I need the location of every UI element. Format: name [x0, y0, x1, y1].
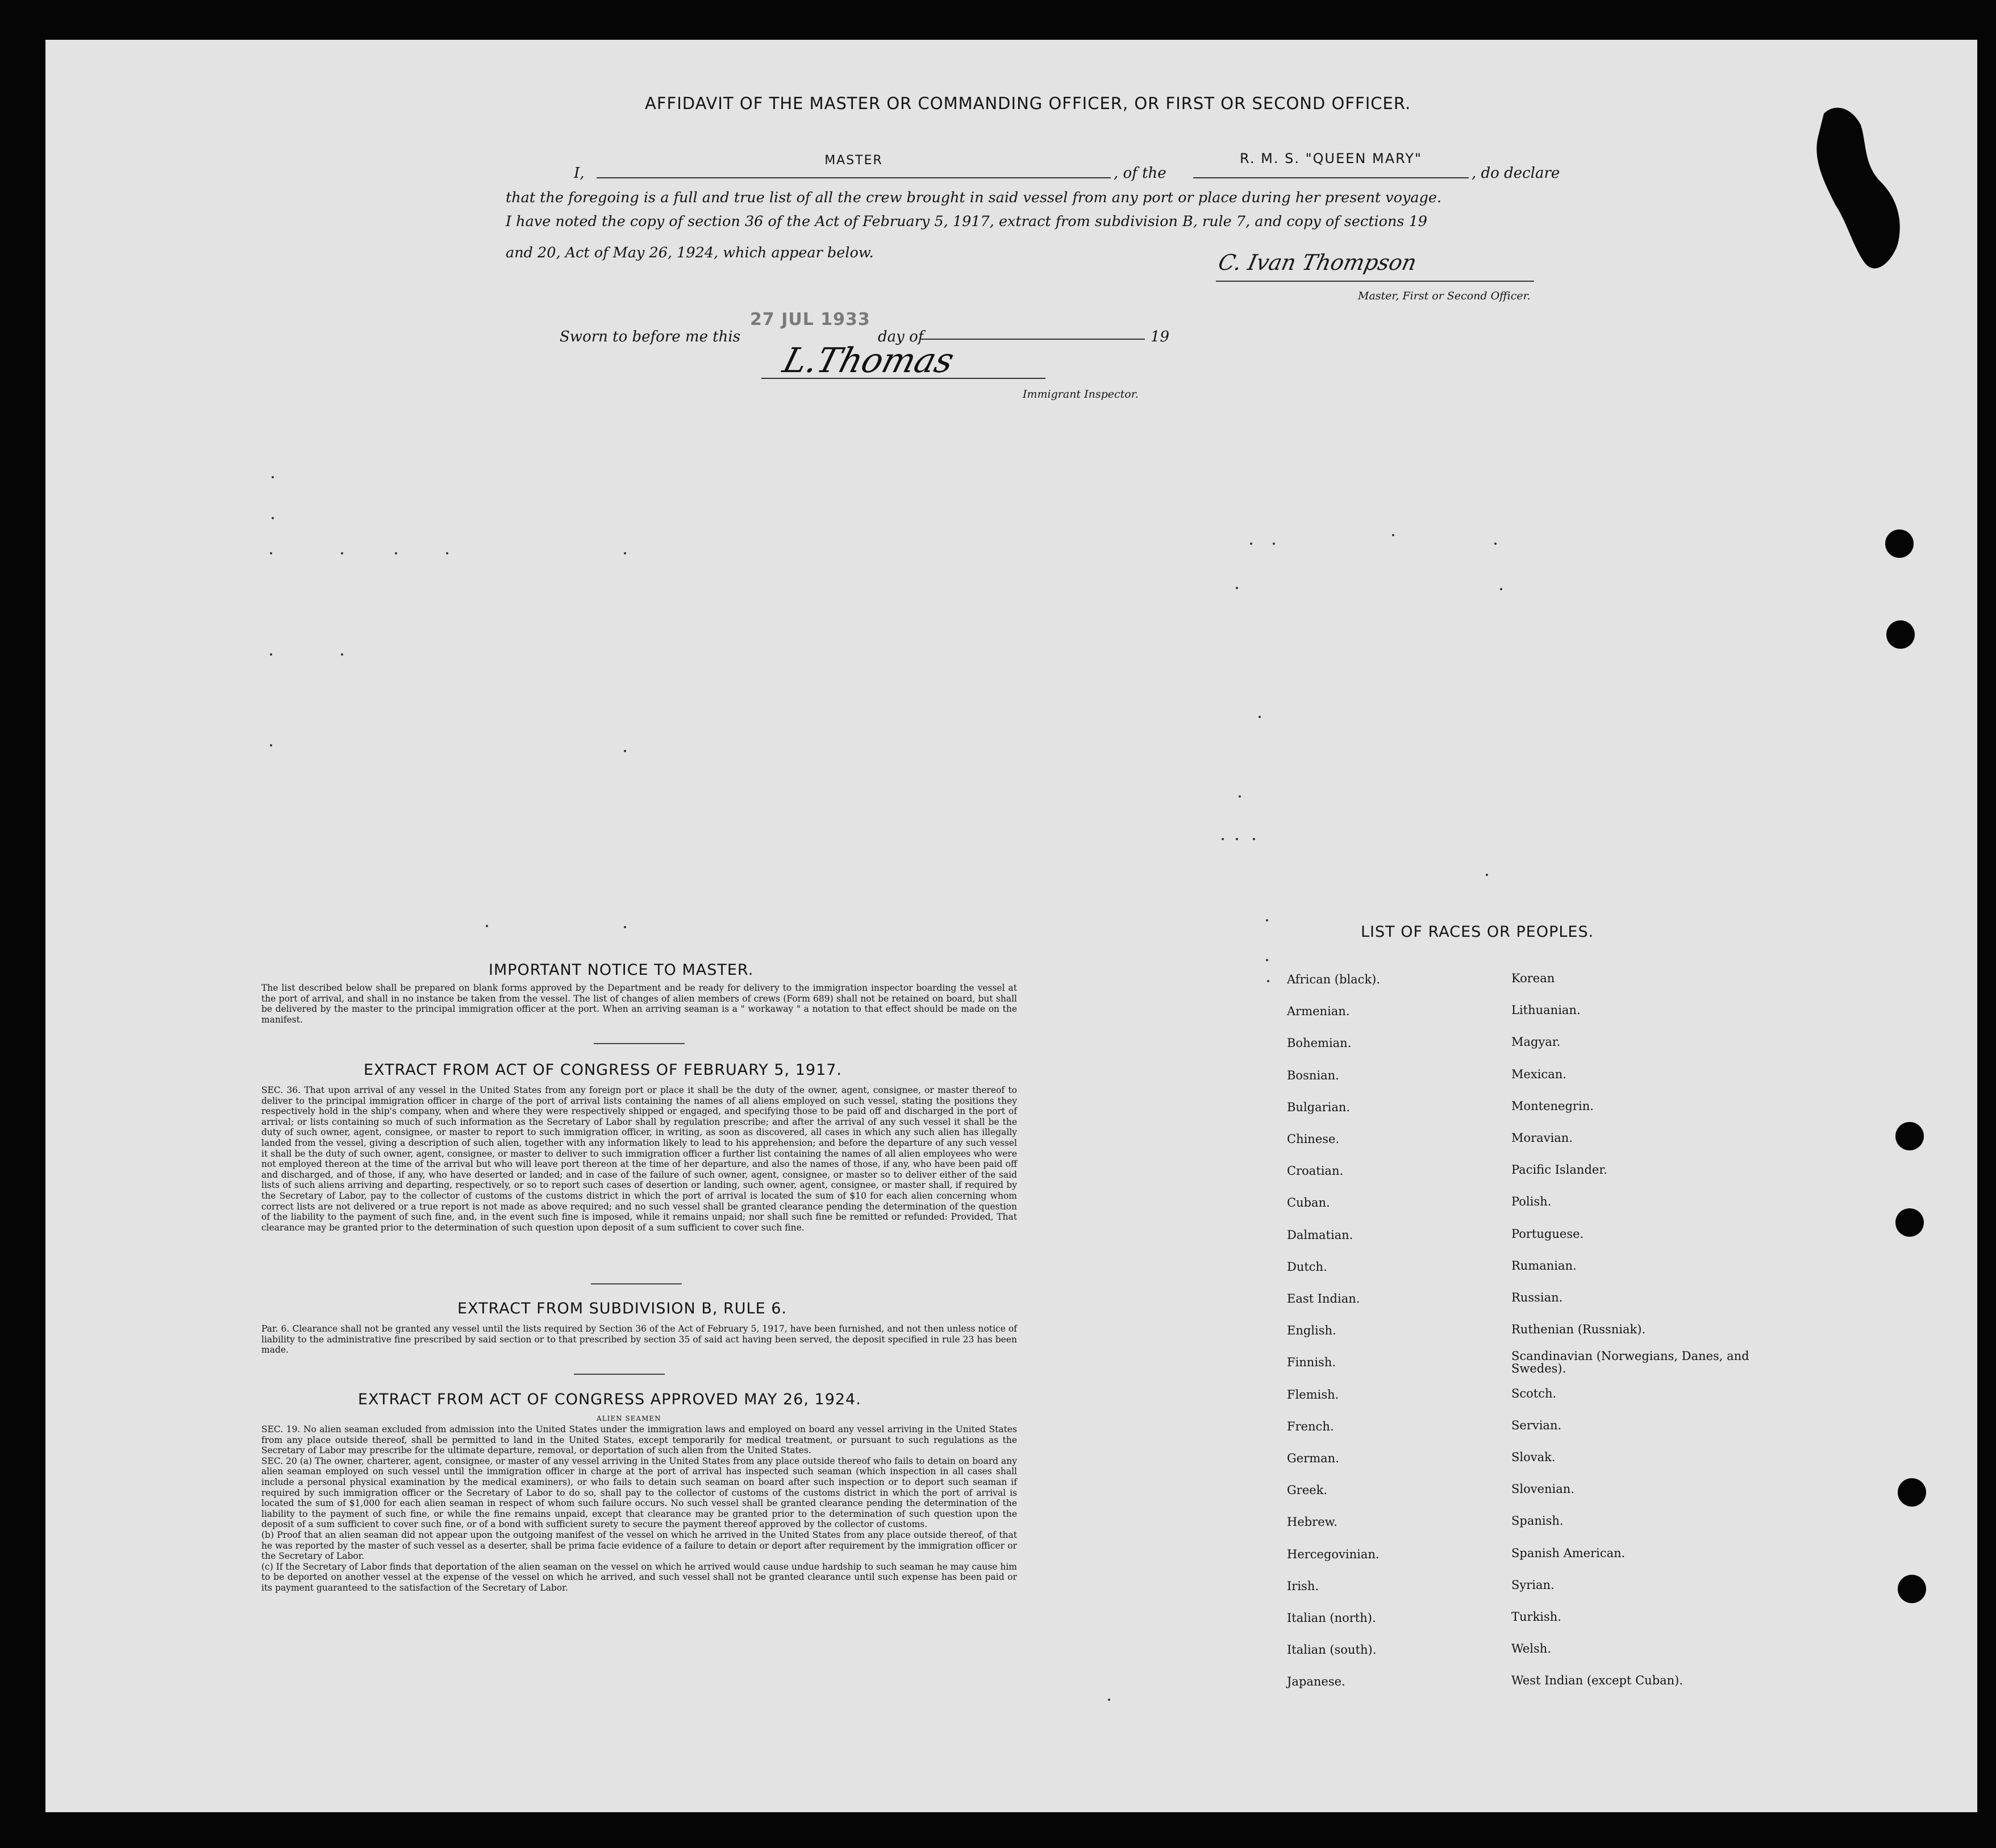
races-title: LIST OF RACES OR PEOPLES.: [1361, 923, 1594, 941]
extract-1924-sec19: SEC. 19. No alien seaman excluded from admission into the United States under the immigration laws and employed on board any vessel arriving in the United States from any place outside thereof, shall be permitted to land in the United States, except temporarily for medical treatment, or pursuant to such regulations as the Secretary of Labor may prescribe for the ultimate departure, removal, or deportation of such alien from the United States.: [261, 1424, 1017, 1456]
race-item-left-6: Croatian.: [1287, 1164, 1344, 1178]
sworn-line: [920, 339, 1145, 340]
affidavit-body-line-3: and 20, Act of May 26, 1924, which appear below.: [506, 244, 874, 261]
extract-1917-text: SEC. 36. That upon arrival of any vessel in the United States from any foreign port or place it shall be the duty of the owner, agent, consignee, or master thereof to deliver to the principal immigration officer in charge of the port of arrival lists containing the names of all aliens employed on such vessel, stating the positions they respectively hold in the ship's company, when and where they were respectively shipped or engaged, and specifying those to be paid off and discharged in the port of arrival; or lists containing so much of such information as the Secretary of Labor shall by regulation prescribe; and after the arrival of any such vessel it shall be the duty of such owner, agent, consignee, or master to report to such immigration officer, in writing, as soon as discovered, all cases in which any such alien has illegally landed from the vessel, giving a description of such alien, together with any information likely to lead to his apprehension; and before the departure of any such vessel it shall be the duty of such owner, agent, consignee, or master to deliver to such immigration officer a further list containing the names of all alien employees who were not employed thereon at the time of the arrival but who will leave port thereon at the time of her departure, and also the names of those, if any, who have been paid off and discharged, and of those, if any, who have deserted or landed; and in case of the failure of such owner, agent, consignee, or master so to deliver either of the said lists of such aliens arriving and departing, respectively, or so to report such cases of desertion or landing, such owner, agent, consignee, or master shall, if required by the Secretary of Labor, pay to the collector of customs of the customs district in which the port of arrival is located the sum of $10 for each alien concerning whom correct lists are not delivered or a true report is not made as above required; and no such vessel shall be granted clearance pending the determination of the question of the liability to the payment of such fine, and, in the event such fine is imposed, while it remains unpaid; nor shall such fine be remitted or refunded: Provided, That clearance may be granted prior to the determination of such question upon deposit of a sum sufficient to cover such fine.: [261, 1085, 1017, 1233]
punch-hole: [1885, 529, 1914, 558]
race-item-left-18: Hercegovinian.: [1287, 1547, 1380, 1561]
day-of-label: day of: [878, 328, 924, 345]
race-item-left-12: Finnish.: [1287, 1355, 1336, 1370]
master-value: MASTER: [824, 153, 883, 168]
race-item-right-10: Russian.: [1511, 1291, 1563, 1304]
race-item-right-1: Lithuanian.: [1511, 1003, 1581, 1017]
punch-hole: [1895, 1208, 1924, 1237]
year-label: 19: [1151, 328, 1170, 345]
race-item-left-1: Armenian.: [1287, 1004, 1350, 1019]
punch-hole: [1898, 1575, 1926, 1603]
race-item-left-11: English.: [1287, 1324, 1336, 1338]
race-item-right-21: Welsh.: [1511, 1642, 1551, 1656]
race-item-left-20: Italian (north).: [1287, 1611, 1376, 1625]
vessel-line: [1193, 177, 1469, 178]
race-item-right-8: Portuguese.: [1511, 1227, 1584, 1241]
race-item-right-9: Rumanian.: [1511, 1258, 1577, 1273]
extract-rule6-text: Par. 6. Clearance shall not be granted any vessel until the lists required by Section 36 of the Act of February 5, 1917, have been furnished, and not then unless notice of liability to the administrative fine prescribed by said section or to that prescribed by section 35 of said act having been served, the deposit specified in rule 23 has been made.: [261, 1324, 1017, 1355]
affidavit-body-line-2: I have noted the copy of section 36 of the Act of February 5, 1917, extract from subdivision B, rule 7, and copy of sections 19: [506, 213, 1428, 230]
extract-1924-sec20c: (c) If the Secretary of Labor finds that deportation of the alien seaman on the vessel on which he arrived would cause undue hardship to such seaman he may cause him to be deported on another vessel at the expense of the vessel on which he arrived, and such vessel shall not be granted clearance until such expense has been paid or its payment guaranteed to the satisfaction of the Secretary of Labor.: [261, 1561, 1017, 1593]
extract-1924-title: EXTRACT FROM ACT OF CONGRESS APPROVED MAY 26, 1924.: [358, 1391, 861, 1408]
race-item-right-6: Pacific Islander.: [1511, 1163, 1607, 1177]
extract-1924-body: [261, 1424, 1017, 1593]
do-declare-label: , do declare: [1472, 165, 1560, 182]
punch-hole: [1898, 1478, 1926, 1507]
divider-3: [574, 1374, 665, 1375]
race-item-right-4: Montenegrin.: [1511, 1099, 1594, 1113]
race-item-left-22: Japanese.: [1287, 1675, 1345, 1689]
master-line: [597, 177, 1111, 178]
extract-rule6-title: EXTRACT FROM SUBDIVISION B, RULE 6.: [457, 1300, 787, 1317]
notice-title: IMPORTANT NOTICE TO MASTER.: [489, 961, 754, 979]
sworn-label: Sworn to before me this: [560, 328, 741, 345]
extract-1924-sec20b: (b) Proof that an alien seaman did not appear upon the outgoing manifest of the vessel on which he arrived in the United States from any place outside thereof, of that he was reported by the master of such vessel as a deserter, shall be prima facie evidence of a failure to detain or deport after requirement by the immigration officer or the Secretary of Labor.: [261, 1529, 1017, 1562]
race-item-left-19: Irish.: [1287, 1579, 1319, 1593]
race-item-right-14: Servian.: [1511, 1418, 1562, 1432]
torn-edge: [1812, 91, 1937, 295]
race-item-left-14: French.: [1287, 1419, 1334, 1433]
race-item-left-4: Bulgarian.: [1287, 1100, 1351, 1114]
master-caption: Master, First or Second Officer.: [1358, 290, 1531, 302]
divider-2: [591, 1283, 682, 1284]
race-item-right-0: Korean: [1511, 971, 1555, 985]
inspector-caption: Immigrant Inspector.: [1023, 388, 1139, 401]
race-item-right-22: West Indian (except Cuban).: [1511, 1674, 1684, 1688]
race-item-left-13: Flemish.: [1287, 1387, 1339, 1401]
race-item-right-12: Scandinavian (Norwegians, Danes, and Swedes).: [1511, 1349, 1749, 1376]
sworn-date-stamp: 27 JUL 1933: [750, 310, 870, 329]
race-item-left-0: African (black).: [1287, 973, 1381, 986]
vessel-value: R. M. S. "QUEEN MARY": [1240, 151, 1422, 166]
race-item-left-3: Bosnian.: [1287, 1068, 1339, 1082]
race-item-right-18: Spanish American.: [1511, 1546, 1626, 1560]
race-item-right-17: Spanish.: [1511, 1514, 1564, 1528]
divider-1: [594, 1043, 685, 1044]
race-item-right-19: Syrian.: [1511, 1578, 1555, 1592]
affidavit-title: AFFIDAVIT OF THE MASTER OR COMMANDING OFFICER, OR FIRST OR SECOND OFFICER.: [645, 94, 1411, 113]
race-item-right-7: Polish.: [1511, 1195, 1552, 1209]
race-item-right-2: Magyar.: [1511, 1035, 1561, 1049]
race-item-left-8: Dalmatian.: [1287, 1228, 1353, 1242]
extract-1924-subtitle: ALIEN SEAMEN: [597, 1415, 661, 1422]
race-item-right-15: Slovak.: [1511, 1450, 1556, 1464]
notice-text: The list described below shall be prepared on blank forms approved by the Department and be ready for delivery to the immigration inspector boarding the vessel at the port of arrival, and shall in no instance be taken from the vessel. The list of changes of alien members of crews (Form 689) shall not be retained on board, but shall be delivered by the master to the principal immigration officer at the port. When an arriving seaman is a " workaway " a notation to that effect should be made on the manifest.: [261, 983, 1017, 1025]
extract-1924-sec20a: SEC. 20 (a) The owner, charterer, agent, consignee, or master of any vessel arriving in the United States from any place outside thereof who fails to detain on board any alien seaman employed on such vessel until the immigration officer in charge at the port of arrival has inspected such seaman (which inspection in all cases shall include a personal physical examination by the medical examiners), or who fails to detain such seaman on board after such inspection or to deport such seaman if required by such immigration officer or the Secretary of Labor to do so, shall pay to the collector of customs of the customs district in which the port of arrival is located the sum of $1,000 for each alien seaman in respect of whom such failure occurs. No such vessel shall be granted clearance pending the determination of the liability to the payment of such fine, or while the fine remains unpaid, except that clearance may be granted prior to the determination of such question upon the deposit of a sum sufficient to cover such fine, or of a bond with sufficient surety to secure the payment thereof approved by the collector of customs.: [261, 1455, 1017, 1530]
race-item-right-16: Slovenian.: [1511, 1482, 1574, 1496]
race-item-left-21: Italian (south).: [1287, 1643, 1377, 1657]
extract-1917-title: EXTRACT FROM ACT OF CONGRESS OF FEBRUARY 5, 1917.: [364, 1061, 842, 1079]
race-item-left-10: East Indian.: [1287, 1292, 1360, 1305]
race-item-right-5: Moravian.: [1511, 1131, 1573, 1145]
race-item-left-9: Dutch.: [1287, 1259, 1327, 1274]
master-signature: C. Ivan Thompson: [1216, 250, 1419, 275]
inspector-line: [761, 378, 1045, 379]
race-item-right-13: Scotch.: [1511, 1386, 1557, 1400]
race-item-right-20: Turkish.: [1511, 1610, 1561, 1624]
punch-hole: [1886, 620, 1915, 649]
race-item-left-5: Chinese.: [1287, 1132, 1340, 1146]
race-item-left-15: German.: [1287, 1451, 1339, 1465]
race-item-left-2: Bohemian.: [1287, 1036, 1352, 1050]
race-item-right-11: Ruthenian (Russniak).: [1511, 1323, 1646, 1337]
punch-hole: [1895, 1122, 1924, 1150]
inspector-signature: L.Thomas: [778, 341, 959, 381]
master-signature-line: [1216, 281, 1534, 282]
race-item-left-7: Cuban.: [1287, 1196, 1330, 1210]
race-item-left-16: Greek.: [1287, 1483, 1328, 1497]
i-label: I,: [574, 165, 585, 182]
of-the-label: , of the: [1114, 165, 1166, 182]
race-item-left-17: Hebrew.: [1287, 1515, 1337, 1529]
affidavit-body-line-1: that the foregoing is a full and true list of all the crew brought in said vessel from any port or place during her present voyage.: [506, 189, 1442, 206]
race-item-right-3: Mexican.: [1511, 1067, 1566, 1081]
